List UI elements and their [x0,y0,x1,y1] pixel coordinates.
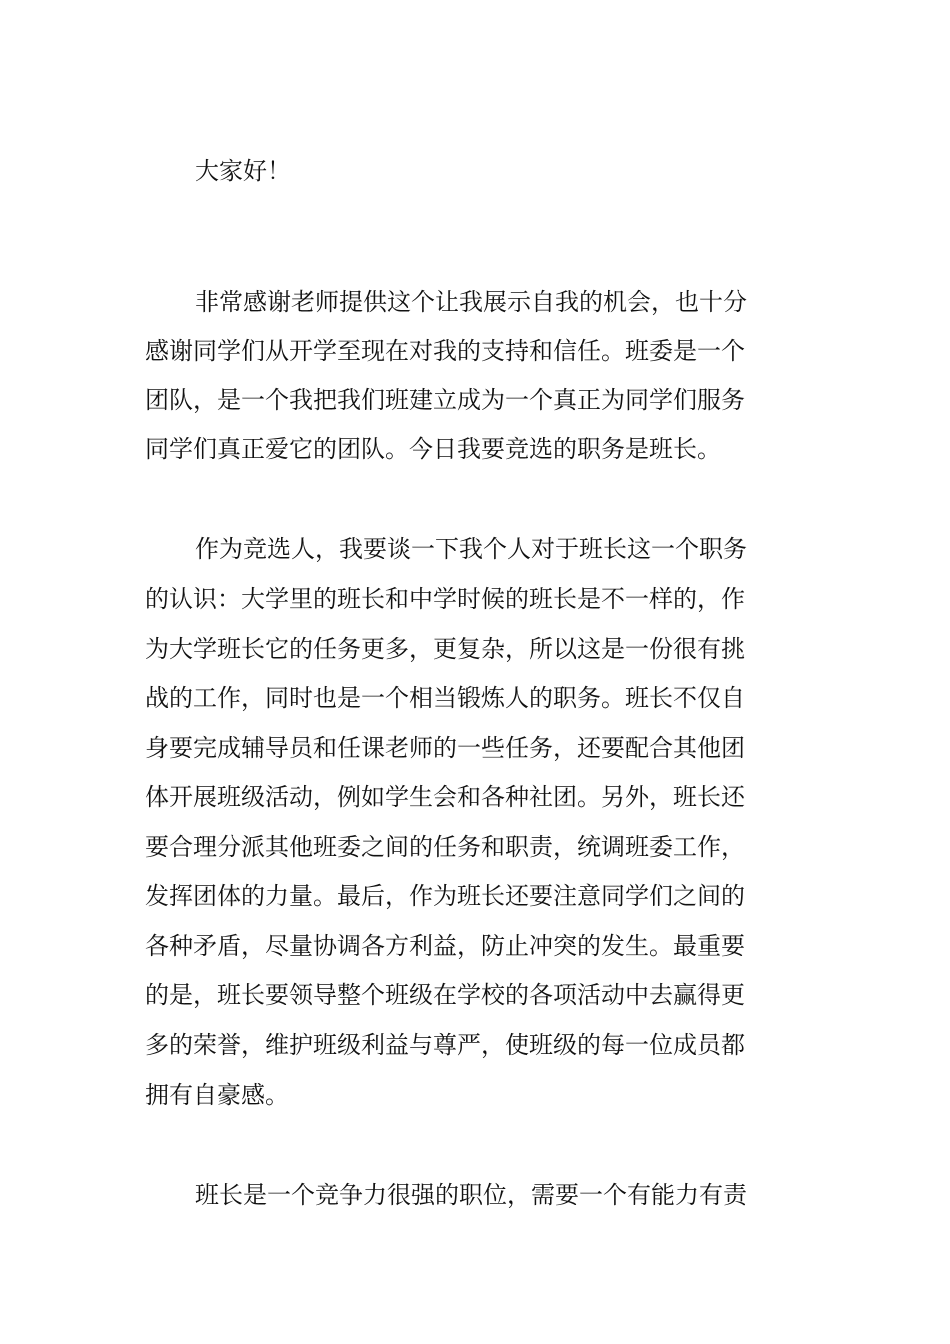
paragraph-2-line-5: 身要完成辅导员和任课老师的一些任务，还要配合其他团 [145,734,745,762]
paragraph-2-line-3: 为大学班长它的任务更多，更复杂，所以这是一份很有挑 [145,635,745,663]
paragraph-1-line-4: 同学们真正爱它的团队。今日我要竞选的职务是班长。 [145,435,721,463]
paragraph-1-line-1: 非常感谢老师提供这个让我展示自我的机会，也十分 [195,288,747,316]
paragraph-2-line-11: 多的荣誉，维护班级利益与尊严，使班级的每一位成员都 [145,1031,745,1059]
paragraph-2-line-6: 体开展班级活动，例如学生会和各种社团。另外，班长还 [145,783,745,811]
paragraph-2-line-1: 作为竞选人，我要谈一下我个人对于班长这一个职务 [195,535,747,563]
paragraph-3-line-1: 班长是一个竞争力很强的职位，需要一个有能力有责 [195,1181,747,1209]
paragraph-2-line-7: 要合理分派其他班委之间的任务和职责，统调班委工作， [145,833,745,861]
paragraph-2-line-8: 发挥团体的力量。最后，作为班长还要注意同学们之间的 [145,882,745,910]
paragraph-2-line-12: 拥有自豪感。 [145,1081,289,1109]
paragraph-2-line-2: 的认识：大学里的班长和中学时候的班长是不一样的，作 [145,585,745,613]
paragraph-1-line-3: 团队，是一个我把我们班建立成为一个真正为同学们服务 [145,386,745,414]
paragraph-1-line-2: 感谢同学们从开学至现在对我的支持和信任。班委是一个 [145,337,745,365]
paragraph-2-line-4: 战的工作，同时也是一个相当锻炼人的职务。班长不仅自 [145,684,745,712]
paragraph-2-line-10: 的是，班长要领导整个班级在学校的各项活动中去赢得更 [145,981,745,1009]
greeting: 大家好！ [195,157,291,185]
paragraph-2-line-9: 各种矛盾，尽量协调各方利益，防止冲突的发生。最重要 [145,932,745,960]
